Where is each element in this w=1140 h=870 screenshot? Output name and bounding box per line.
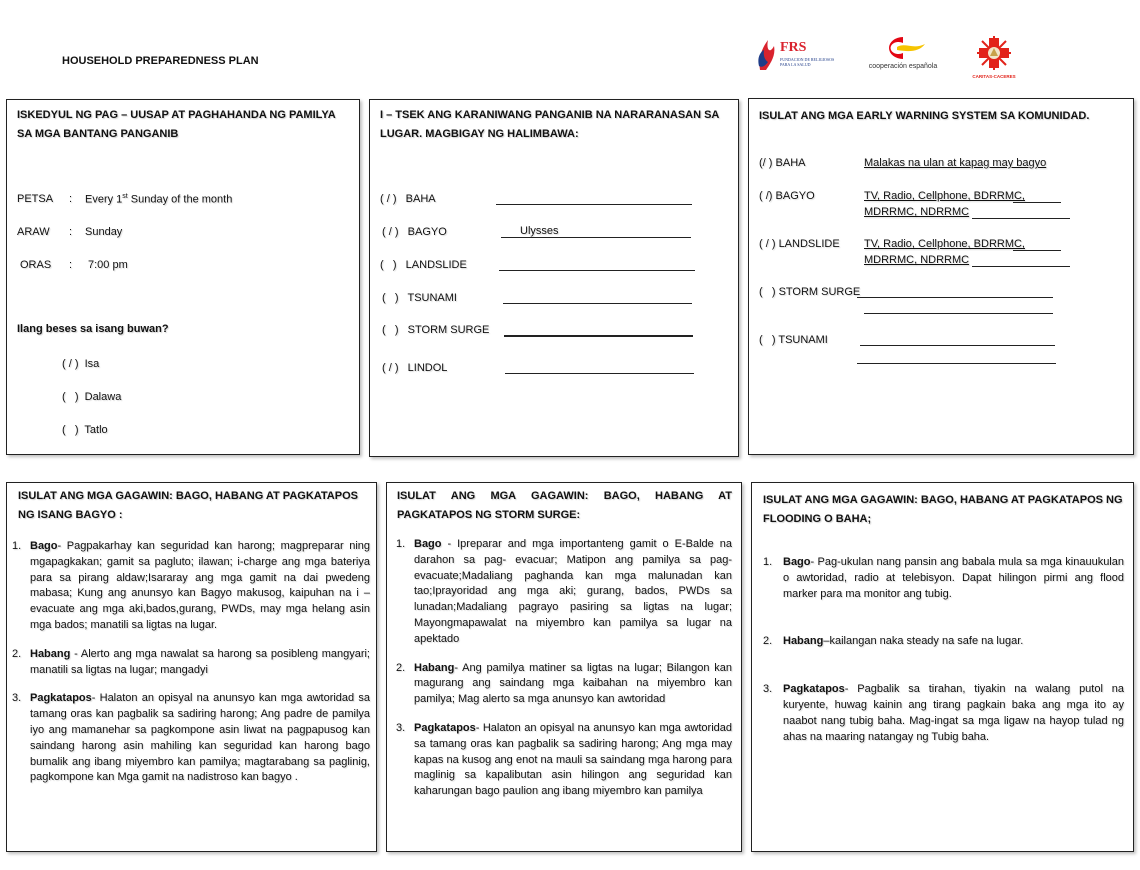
- hazards-heading: I – TSEK ANG KARANIWANG PANGANIB NA NARARANASAN SA LUGAR. MAGBIGAY NG HALIMBAWA:: [380, 109, 719, 140]
- hazard-bagyo-example: Ulysses: [520, 225, 559, 237]
- option-dalawa[interactable]: ( ) Dalawa: [62, 391, 122, 403]
- storm-surge-actions-section: [386, 482, 742, 852]
- warning-landslide-text-1: TV, Radio, Cellphone, BDRRMC,: [864, 238, 1025, 250]
- petsa-value: Every 1st Sunday of the month: [85, 193, 233, 206]
- caritas-cross-icon: [974, 34, 1014, 72]
- typhoon-step-habang: 2. Habang - Alerto ang mga nawalat sa harong sa posibleng mangyari; manatili sa ligtas na lugar; mangadyi: [12, 647, 370, 676]
- warning-storm-surge-line-2[interactable]: [864, 313, 1053, 314]
- option-isa[interactable]: ( / ) Isa: [62, 358, 100, 370]
- oras-value: 7:00 pm: [88, 259, 128, 271]
- fill-line: [972, 218, 1070, 219]
- caritas-caceres-logo: CARITAS-CACERES: [966, 34, 1022, 82]
- storm-surge-step-habang: 2. Habang- Ang pamilya matiner sa ligtas na lugar; Bilangon kan magurang ang saindang mga kaibahan na miyembro kan pamilya; Mag alerto sa mga anunsyo kan awtoridad: [396, 661, 732, 706]
- flooding-step-habang: 2. Habang–kailangan naka steady na safe na lugar.: [763, 635, 1024, 648]
- warning-tsunami-line-2[interactable]: [857, 363, 1056, 364]
- flooding-steps: [763, 555, 1124, 745]
- warning-tsunami[interactable]: ( ) TSUNAMI: [759, 334, 828, 346]
- field-araw: ARAW : Sunday: [17, 226, 123, 238]
- hazard-baha-line[interactable]: [496, 204, 692, 205]
- typhoon-heading: ISULAT ANG MGA GAGAWIN: BAGO, HABANG AT PAGKATAPOS NG ISANG BAGYO :: [18, 490, 358, 521]
- frs-figure-icon: [756, 36, 778, 72]
- warning-landslide-text-2: MDRRMC, NDRRMC: [864, 254, 970, 266]
- option-tatlo[interactable]: ( ) Tatlo: [62, 424, 108, 436]
- checkbox-mark: ( ): [62, 424, 79, 436]
- flooding-actions-section: [751, 482, 1134, 852]
- early-warning-section: [748, 98, 1134, 455]
- warning-bagyo-text-2: MDRRMC, NDRRMC: [864, 206, 970, 218]
- typhoon-steps: [12, 539, 370, 786]
- storm-surge-step-bago: 1. Bago - Ipreparar and mga importanteng gamit o E-Balde na darahon sa pag- evacuar; Matipon ang pamilya sa pag-evacuate;Madaliang paghanda kan mga malunadan kan tao;Iprayoridad ang mga aki; gurang, bados, PWDs sa lunadan;Madaliang pagrayo pasiring sa ligtas na lugar; Mayongmapawalat na miyembro kan pamilya sa lugar na apektado: [396, 538, 732, 645]
- page-title: HOUSEHOLD PREPAREDNESS PLAN: [62, 55, 259, 67]
- hazard-landslide-line[interactable]: [499, 270, 695, 271]
- warning-bagyo[interactable]: ( /) BAGYO: [759, 190, 815, 202]
- hazard-bagyo[interactable]: ( / ) BAGYO: [382, 226, 447, 238]
- field-petsa: PETSA : Every 1st Sunday of the month: [17, 193, 233, 206]
- hazard-bagyo-line[interactable]: [501, 237, 691, 238]
- cooperacion-espanola-logo: cooperación española: [868, 34, 938, 80]
- cooperacion-mark-icon: [873, 34, 933, 62]
- hazard-storm-surge[interactable]: ( ) STORM SURGE: [382, 324, 490, 336]
- warning-bagyo-text-1: TV, Radio, Cellphone, BDRRMC,: [864, 190, 1025, 202]
- flooding-step-pagkatapos: 3. Pagkatapos- Pagbalik sa tirahan, tiyakin na walang putol na kuryente, huwag kainin ang tirang pagkain baka ang mga ito ay naabot nang tubig baha. Mag-ingat sa mga ligaw na hayop tulad ng ahas na maaring natangay ng Tubig baha.: [763, 683, 1124, 743]
- warning-landslide[interactable]: ( / ) LANDSLIDE: [759, 238, 840, 250]
- field-oras: ORAS : 7:00 pm: [20, 259, 128, 271]
- frequency-question: Ilang beses sa isang buwan?: [17, 323, 169, 335]
- warning-tsunami-line-1[interactable]: [860, 345, 1055, 346]
- hazard-baha[interactable]: ( / ) BAHA: [380, 193, 436, 205]
- schedule-section: [6, 99, 360, 455]
- hazard-tsunami-line[interactable]: [503, 303, 692, 304]
- storm-surge-steps: [396, 537, 732, 800]
- typhoon-step-pagkatapos: 3. Pagkatapos- Halaton an opisyal na anunsyo kan mga awtoridad sa tamang oras kan pagbalik sa sadiring harong; Ang padre de pamilya iyo ang mamanehar sa pagkompone asin liwat na pagpapusog kan saindang harong asin mahiling kan seguridad kan harong bago bumalik ang ibang miyembro kan pamilya; magtarabang sa paglinig, pagkompone kan Mga gamit na nadistroso kan bagyo .: [12, 692, 370, 784]
- warning-baha-text: Malakas na ulan at kapag may bagyo: [864, 157, 1047, 169]
- warning-storm-surge-line-1[interactable]: [857, 297, 1053, 298]
- early-warning-heading: ISULAT ANG MGA EARLY WARNING SYSTEM SA KOMUNIDAD.: [759, 110, 1090, 122]
- typhoon-step-bago: 1. Bago- Pagpakarhay kan seguridad kan harong; magpreparar ning mgapagkakan; gamit sa pagluto; ilawan; i-charge ang mga bateriya para sa pirang aldaw;Isararay ang mga gamit na dai pwedeng mabasa; Kung ang anunsyo kan Bagyo makusog, kaipuhan na i – evacuate ang mga aki,bados,gurang, PWDs, may mga helang asin mga bados; manatili sa ligtas na lugar.: [12, 540, 370, 631]
- warning-storm-surge[interactable]: ( ) STORM SURGE: [759, 286, 861, 298]
- frs-logo: FRS FUNDACION DE RELIGIOSOS PARA LA SALUD: [756, 34, 836, 74]
- flooding-step-bago: 1. Bago- Pag-ukulan nang pansin ang babala mula sa mga kinauukulan o awtoridad, radio at telebisyon. Dapat hilingon pirmi ang flood marker para ma monitor ang tubig.: [763, 556, 1124, 600]
- hazard-tsunami[interactable]: ( ) TSUNAMI: [382, 292, 457, 304]
- fill-line: [1013, 202, 1061, 203]
- checkbox-mark: ( / ): [62, 358, 79, 370]
- hazard-lindol-line[interactable]: [505, 373, 694, 374]
- storm-surge-heading: ISULAT ANG MGA GAGAWIN: BAGO, HABANG AT PAGKATAPOS NG STORM SURGE:: [397, 490, 732, 521]
- checkbox-mark: ( ): [62, 391, 79, 403]
- fill-line: [1013, 250, 1061, 251]
- hazard-landslide[interactable]: ( ) LANDSLIDE: [380, 259, 467, 271]
- hazard-lindol[interactable]: ( / ) LINDOL: [382, 362, 448, 374]
- araw-value: Sunday: [85, 226, 123, 238]
- logo-bar: [752, 34, 1052, 84]
- fill-line: [972, 266, 1070, 267]
- hazards-section: [369, 99, 739, 457]
- schedule-heading: ISKEDYUL NG PAG – UUSAP AT PAGHAHANDA NG PAMILYA SA MGA BANTANG PANGANIB: [17, 109, 336, 140]
- hazard-storm-surge-line[interactable]: [504, 335, 693, 337]
- warning-baha[interactable]: (/ ) BAHA: [759, 157, 806, 169]
- storm-surge-step-pagkatapos: 3. Pagkatapos- Halaton an opisyal na anunsyo kan mga awtoridad sa tamang oras kan pagbalik sa sadiring harong; Ang mga may kapas na kusog ang enot na mauli sa saindang mga harong para maglinig sa kapalibutan asin hilingon ang seguridad kan kaharungan bago paulion ang ibang miyembro kan pamilya: [396, 721, 732, 798]
- flooding-heading: ISULAT ANG MGA GAGAWIN: BAGO, HABANG AT PAGKATAPOS NG FLOODING O BAHA;: [763, 494, 1123, 525]
- typhoon-actions-section: [6, 482, 377, 852]
